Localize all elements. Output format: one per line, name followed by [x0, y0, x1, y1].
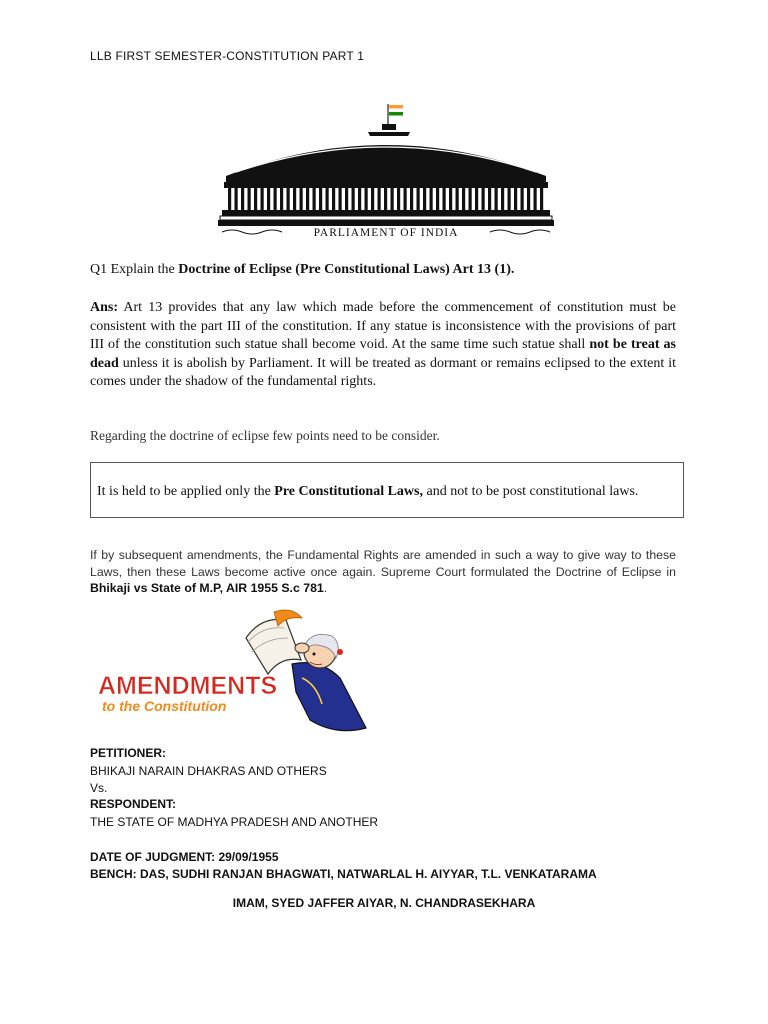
page-header: LLB FIRST SEMESTER-CONSTITUTION PART 1 [90, 49, 365, 63]
petitioner-name: BHIKAJI NARAIN DHAKRAS AND OTHERS [90, 764, 327, 778]
versus: Vs. [90, 781, 108, 795]
amendment-text-end: . [323, 581, 328, 595]
case-citation: Bhikaji vs State of M.P, AIR 1955 S.c 781 [90, 581, 324, 595]
answer-paragraph [90, 299, 676, 392]
regarding-line: Regarding the doctrine of eclipse few points need to be consider. [90, 428, 440, 443]
question-prefix: Q1 Explain the [90, 262, 179, 277]
amendment-paragraph [90, 547, 676, 597]
answer-text-2: unless it is abolish by Parliament. It will be treated as dormant or remains eclipsed to the extent it comes under the shadow of the fundamental rights. [90, 355, 676, 389]
box-text-1: It is held to be applied only the [97, 484, 275, 499]
parliament-of-india-illustration [218, 100, 554, 242]
question-heading [90, 262, 680, 278]
highlight-box-text [97, 483, 677, 500]
emblem-caption: PARLIAMENT OF INDIA [313, 227, 459, 239]
highlight-box [90, 462, 684, 518]
answer-label: Ans: [90, 300, 119, 315]
respondent-label: RESPONDENT: [90, 797, 177, 811]
petitioner-label: PETITIONER: [90, 746, 167, 760]
bench: BENCH: DAS, SUDHI RANJAN BHAGWATI, NATWARLAL H. AIYYAR, T.L. VENKATARAMA [90, 867, 597, 881]
bench-continued: IMAM, SYED JAFFER AIYAR, N. CHANDRASEKHARA [232, 896, 536, 910]
box-text-2: and not to be post constitutional laws. [423, 484, 639, 499]
respondent-name: THE STATE OF MADHYA PRADESH AND ANOTHER [90, 815, 379, 829]
to-the-constitution-word: to the Constitution [102, 698, 227, 714]
date-of-judgment: DATE OF JUDGMENT: 29/09/1955 [90, 850, 279, 864]
amendments-word: AMENDMENTS [98, 672, 278, 700]
box-bold-phrase: Pre Constitutional Laws, [274, 484, 423, 499]
answer-bold-phrase: not be treat as dead [90, 337, 676, 371]
question-title: Doctrine of Eclipse (Pre Constitutional Laws) Art 13 (1). [178, 262, 515, 277]
answer-text-1: Art 13 provides that any law which made before the commencement of constitution must be consistent with the part III of the constitution. If any statue is inconsistence with the provisions of part III of the constitution such statue shall become void. At the same time such statue shall [90, 300, 676, 352]
amendments-clipart [96, 608, 376, 738]
amendment-text: If by subsequent amendments, the Fundamental Rights are amended in such a way to give way to these Laws, then these Laws become active once again. Supreme Court formulated the Doctrine of Eclipse in [90, 548, 676, 579]
